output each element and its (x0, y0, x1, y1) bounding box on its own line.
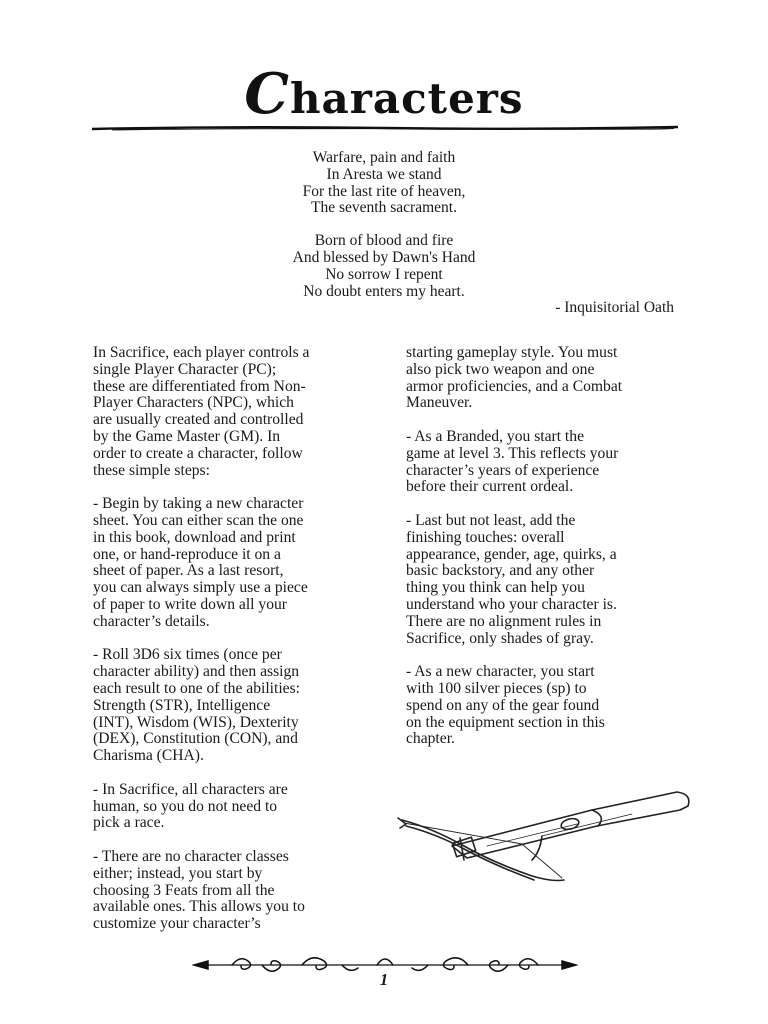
text-line: understand who your character is. (406, 595, 617, 613)
poem-line: No doubt enters my heart. (303, 282, 465, 300)
text-line: chapter. (406, 730, 455, 748)
text-line: - Roll 3D6 six times (once per (93, 646, 282, 664)
paragraph (406, 664, 686, 748)
text-line: Strength (STR), Intelligence (93, 696, 271, 714)
left-text-column (93, 345, 373, 950)
poem-line: For the last rite of heaven, (302, 182, 466, 200)
title-underline-rule (92, 124, 678, 132)
poem-stanza (150, 233, 618, 300)
poem-line: Warfare, pain and faith (312, 149, 456, 166)
text-line: sheet of paper. As a last resort, (93, 562, 284, 580)
paragraph (93, 849, 373, 933)
text-line: - There are no character classes (93, 847, 289, 865)
text-line: finishing touches: overall (406, 528, 565, 546)
text-line: by the Game Master (GM). In (93, 427, 281, 445)
title-initial: C (244, 61, 290, 127)
text-line: choosing 3 Feats from all the (93, 881, 275, 899)
text-line: in this book, download and print (93, 528, 296, 546)
poem-line: And blessed by Dawn's Hand (292, 248, 476, 266)
text-line: armor proficiencies, and a Combat (406, 377, 623, 395)
text-line: - As a new character, you start (406, 663, 595, 681)
paragraph (93, 496, 373, 630)
text-line: human, so you do not need to (93, 797, 278, 815)
text-line: on the equipment section in this (406, 713, 605, 731)
text-line: before their current ordeal. (406, 478, 574, 496)
text-line: customize your character’s (93, 915, 261, 933)
poem-line: No sorrow I repent (325, 265, 443, 283)
text-line: Charisma (CHA). (93, 747, 204, 765)
text-line: appearance, gender, age, quirks, a (406, 545, 617, 563)
page-title (0, 61, 768, 127)
epigraph-poem (150, 150, 618, 316)
text-line: There are no alignment rules in (406, 612, 602, 630)
text-line: these simple steps: (93, 461, 210, 479)
text-line: with 100 silver pieces (sp) to (406, 679, 587, 697)
title-rest: haracters (290, 74, 524, 123)
paragraph (406, 513, 686, 647)
paragraph (406, 429, 686, 496)
text-line: (DEX), Constitution (CON), and (93, 730, 298, 748)
text-line: order to create a character, follow (93, 444, 303, 462)
text-line: spend on any of the gear found (406, 696, 600, 714)
text-line: character ability) and then assign (93, 663, 300, 681)
paragraph (93, 782, 373, 832)
text-line: (INT), Wisdom (WIS), Dexterity (93, 713, 299, 731)
poem-line: The seventh sacrament. (311, 199, 457, 217)
poem-stanza (150, 150, 618, 217)
poem-attribution: - Inquisitorial Oath (555, 299, 674, 316)
text-line: Maneuver. (406, 394, 473, 412)
text-line: - Last but not least, add the (406, 511, 576, 529)
text-line: of paper to write down all your (93, 595, 288, 613)
text-line: pick a race. (93, 814, 165, 832)
text-line: these are differentiated from Non- (93, 377, 306, 395)
paragraph (406, 345, 686, 412)
text-line: character’s details. (93, 612, 210, 630)
text-line: - In Sacrifice, all characters are (93, 780, 288, 798)
text-line: basic backstory, and any other (406, 562, 595, 580)
page-number: 1 (379, 970, 389, 989)
text-line: single Player Character (PC); (93, 360, 277, 378)
text-line: also pick two weapon and one (406, 360, 595, 378)
right-text-column (406, 345, 686, 765)
text-line: - As a Branded, you start the (406, 427, 584, 445)
poem-line: In Aresta we stand (326, 165, 442, 183)
text-line: are usually created and controlled (93, 411, 304, 429)
text-line: In Sacrifice, each player controls a (93, 344, 310, 361)
text-line: either; instead, you start by (93, 864, 263, 882)
text-line: character’s years of experience (406, 461, 600, 479)
text-line: sheet. You can either scan the one (93, 511, 304, 529)
text-line: game at level 3. This reflects your (406, 444, 619, 462)
text-line: thing you think can help you (406, 579, 585, 597)
poem-line: Born of blood and fire (314, 232, 454, 250)
text-line: - Begin by taking a new character (93, 495, 304, 513)
text-line: starting gameplay style. You must (406, 344, 618, 361)
text-line: available ones. This allows you to (93, 898, 305, 916)
text-line: Player Characters (NPC), which (93, 394, 294, 412)
paragraph (93, 647, 373, 765)
text-line: each result to one of the abilities: (93, 679, 300, 697)
text-line: one, or hand-reproduce it on a (93, 545, 281, 563)
crossbow-icon (392, 780, 698, 892)
text-line: Sacrifice, only shades of gray. (406, 629, 594, 647)
text-line: you can always simply use a piece (93, 579, 308, 597)
paragraph (93, 345, 373, 479)
